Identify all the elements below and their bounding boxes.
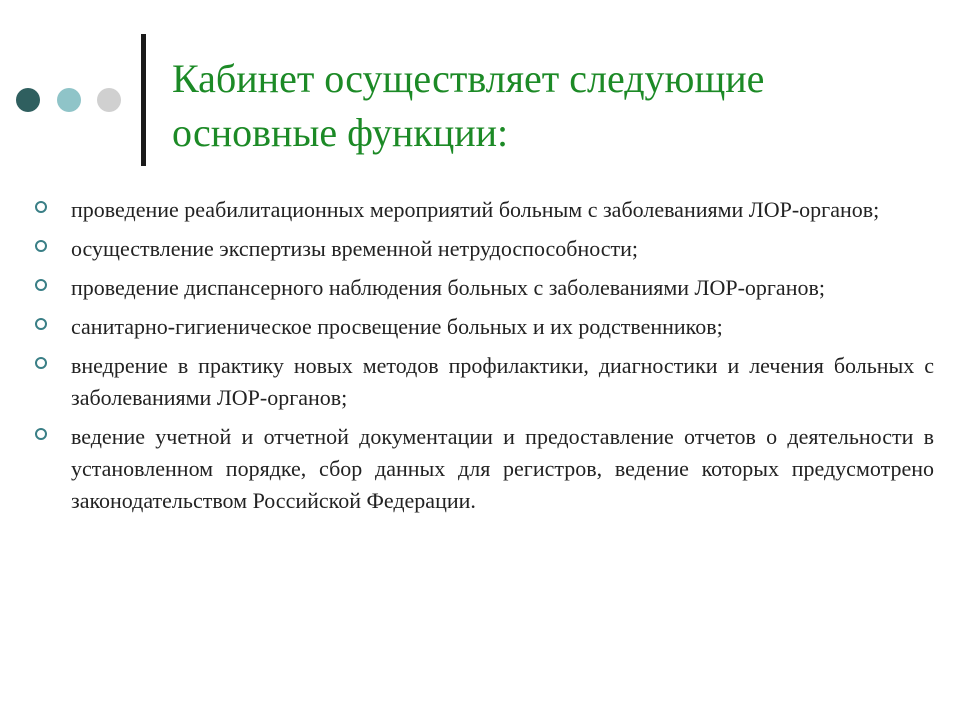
slide-title bbox=[172, 52, 932, 160]
list-item bbox=[32, 421, 934, 517]
list-item-text: санитарно-гигиеническое просвещение больных и их родственников; bbox=[71, 314, 723, 339]
list-item-text: проведение диспансерного наблюдения больных с заболеваниями ЛОР-органов; bbox=[71, 275, 825, 300]
ring-bullet-icon bbox=[35, 318, 47, 330]
ring-bullet-icon bbox=[35, 357, 47, 369]
list-item-text: внедрение в практику новых методов профилактики, диагностики и лечения больных с заболеваниями ЛОР-органов; bbox=[71, 353, 934, 410]
ring-bullet-icon bbox=[35, 279, 47, 291]
functions-list bbox=[32, 194, 934, 524]
ring-bullet-icon bbox=[35, 240, 47, 252]
ring-bullet-icon bbox=[35, 201, 47, 213]
title-divider bbox=[141, 34, 146, 166]
list-item-text: проведение реабилитационных мероприятий больным с заболеваниями ЛОР-органов; bbox=[71, 197, 880, 222]
decor-dot-dark bbox=[16, 88, 40, 112]
slide-title-line-1: Кабинет осуществляет следующие bbox=[172, 56, 765, 101]
slide-title-line-2: основные функции: bbox=[172, 110, 509, 155]
ring-bullet-icon bbox=[35, 428, 47, 440]
decor-dot-teal bbox=[57, 88, 81, 112]
decor-dot-gray bbox=[97, 88, 121, 112]
list-item bbox=[32, 194, 934, 226]
list-item bbox=[32, 311, 934, 343]
list-item-text: осуществление экспертизы временной нетрудоспособности; bbox=[71, 236, 639, 261]
list-item bbox=[32, 233, 934, 265]
list-item bbox=[32, 350, 934, 414]
list-item bbox=[32, 272, 934, 304]
list-item-text: ведение учетной и отчетной документации и предоставление отчетов о деятельности в установленном порядке, сбор данных для регистров, ведение которых предусмотрено законодательством Российской Федерации. bbox=[71, 424, 934, 513]
